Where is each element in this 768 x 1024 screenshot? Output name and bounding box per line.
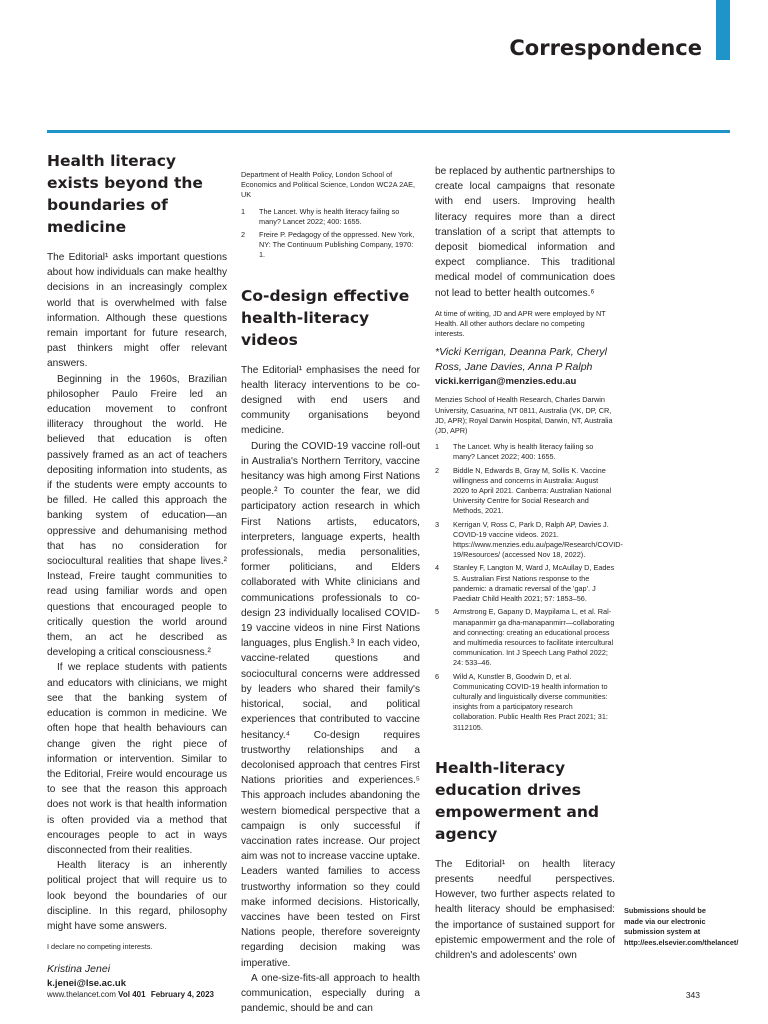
footer-volume: Vol 401 <box>118 990 146 999</box>
header-accent-bar <box>716 0 730 60</box>
reference-item: 1 The Lancet. Why is health literacy failing so many? Lancet 2022; 400: 1655. <box>241 206 400 226</box>
reference-item: 1 The Lancet. Why is health literacy failing so many? Lancet 2022; 400: 1655. <box>435 442 594 462</box>
page-number: 343 <box>685 990 700 1000</box>
article-1-title: Health literacy exists beyond the boundaries of medicine <box>47 152 203 236</box>
article-3-title: Health-literacy education drives empowerment and agency <box>435 758 599 843</box>
paragraph: Health literacy is an inherently political project that will require us to look beyond the boundaries of our discipline. In this regard, philosophy might have some answers. <box>47 860 227 932</box>
paragraph: If we replace students with patients and educators with clinicians, we might see that the banking system of education is common in medicine. We often hope that health behaviours can change given the right piece of information or intervention. Similar to the Editorial, Freire would encourage us to see that the reason this approach does not work is that health information is often provided via a method that encourages people to act in ways disconnected from their realities. <box>47 662 227 856</box>
affiliation: Department of Health Policy, London School of Economics and Political Science, London WC2A 2AE, UK <box>241 170 416 200</box>
column-1 <box>47 150 227 991</box>
paragraph: A one-size-fits-all approach to health communication, especially during a pandemic, should be and can <box>241 972 420 1015</box>
article-2-body <box>241 363 420 1017</box>
paragraph: Beginning in the 1960s, Brazilian philosopher Paulo Freire led an education movement to confront illiteracy throughout the world. He believed that education is often passively framed as an act of teachers depositing information into students, as if the students were empty accounts to be filled. He called this approach the banking system of education—an oppressive and dehumanising method that has no consideration for sociocultural realities that shape lives.² Instead, Freire taught communities to read using familiar words and open questions that encouraged people to critically question the world around them, an act he described as developing a critical consciousness.² <box>47 373 227 659</box>
reference-item: 2 Biddle N, Edwards B, Gray M, Sollis K. Vaccine willingness and concerns in Australia: August 2020 to April 2021. Canberra: Australian National University Centre for Social Research and Methods, 2021. <box>435 465 612 516</box>
footer <box>47 990 217 999</box>
paragraph: During the COVID-19 vaccine roll-out in Australia's Northern Territory, vaccine hesitancy was high among First Nations people.² To counter the fear, we did participatory action research in which First Nations artists, educators, interpreters, language experts, health professionals, media personalities, former politicians, and Elders collaborated with White clinicians and communications professionals to co-design 23 individually localised COVID-19 vaccine videos in nine First Nations languages, plus English.³ In each video, vaccine-related questions and sociocultural concerns were addressed by leaders who shared their family's historical, social, and political experiences that contributed to vaccine hesitancy.⁴ Co-design requires trustworthy relationships and a decolonised approach that centres First Nations priorities and experiences.⁵ This approach includes abandoning the western biomedical perspective that a campaign is only successful if vaccination rates increase. Our project aim was not to increase vaccine uptake. Leaders wanted families to access trustworthy information so they could make informed decisions. Historically, vaccines have been tested on First Nations people, therefore sovereignty regarding decision making was imperative. <box>241 440 420 969</box>
author-email[interactable]: vicki.kerrigan@menzies.edu.au <box>435 376 577 388</box>
column-2 <box>241 150 420 1016</box>
column-3 <box>435 150 623 963</box>
header-rule <box>47 130 730 133</box>
footer-date: February 4, 2023 <box>150 990 214 999</box>
reference-item: 2 Freire P. Pedagogy of the oppressed. New York, NY: The Continuum Publishing Company, 1970: 1. <box>241 230 415 260</box>
paragraph: The Editorial¹ on health literacy presents needful perspectives. However, two further aspects related to health literacy should be emphasised: the importance of sustained support for epistemic empowerment and the role of children's and adolescents' own <box>435 858 615 961</box>
submission-note: Submissions should be made via our electronic submission system at http://ees.elsevier.com/thelancet/ <box>624 906 739 947</box>
reference-list <box>241 207 420 261</box>
competing-interests: I declare no competing interests. <box>47 942 153 952</box>
article-2-continued <box>435 164 615 301</box>
author-names: *Vicki Kerrigan, Deanna Park, Cheryl Ross, Jane Davies, Anna P Ralph <box>435 346 607 374</box>
reference-item: 5 Armstrong E, Gapany D, Maypilama L, et al. Ral-manapanmirr ga dha-manapanmirr—collaborating and connecting: creating an educational process and multimedia resources to facilitate intercultural communication. Int J Speech Lang Pathol 2022; 24: 533–46. <box>435 607 615 668</box>
author-name: Kristina Jenei <box>47 963 111 976</box>
footer-site[interactable]: www.thelancet.com <box>47 990 116 999</box>
reference-list <box>435 442 623 732</box>
reference-item: 4 Stanley F, Langton M, Ward J, McAullay D, Eades S. Australian First Nations response to the pandemic: a dramatic reversal of the 'gap'. J Paediatr Child Health 2021; 57: 1853–56. <box>435 563 615 604</box>
reference-item: 6 Wild A, Kunstler B, Goodwin D, et al. Communicating COVID-19 health information to culturally and linguistically diverse communities: insights from a participatory research collaboration. Public Health Res Pract 2021; 31: 3112105. <box>435 671 608 732</box>
author-email[interactable]: k.jenei@lse.ac.uk <box>47 978 126 990</box>
competing-interests: At time of writing, JD and APR were employed by NT Health. All other authors declare no competing interests. <box>435 308 606 339</box>
reference-item: 3 Kerrigan V, Ross C, Park D, Ralph AP, Davies J. COVID-19 vaccine videos. 2021. https://www.menzies.edu.au/page/Research/COVID-19/Resources/ (accessed Nov 18, 2022). <box>435 519 623 560</box>
affiliation: Menzies School of Health Research, Charles Darwin University, Casuarina, NT 0811, Australia (VK, DP, CR, JD, APR); Royal Darwin Hospital, Darwin, NT, Australia (JD, APR) <box>435 395 613 436</box>
paragraph: The Editorial¹ emphasises the need for health literacy interventions to be co-designed with end users and community organisations beyond medicine. <box>241 364 420 437</box>
paragraph: be replaced by authentic partnerships to create local campaigns that resonate with end users. Improving health literacy requires more than a direct translation of a script that attempts to deposit biomedical information and expect compliance. This traditional medical model of communication does not lead to better health outcomes.⁶ <box>435 166 615 299</box>
section-title: Correspondence <box>509 36 702 60</box>
article-3-body <box>435 857 615 963</box>
paragraph: The Editorial¹ asks important questions about how individuals can make healthy decisions in an increasingly complex world that is overwhelmed with false information. Although these questions remain important for future research, past thinkers might offer relevant answers. <box>47 252 227 370</box>
article-1-body <box>47 250 227 934</box>
article-2-title: Co-design effective health-literacy videos <box>241 286 410 349</box>
